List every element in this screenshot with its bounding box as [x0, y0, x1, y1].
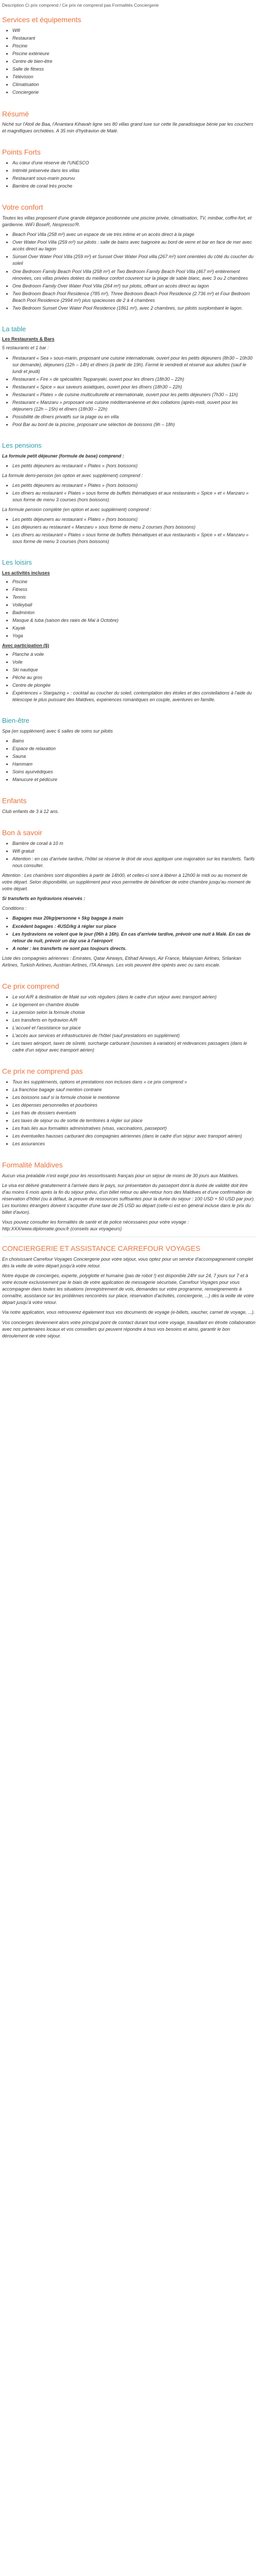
section-title-table: La table: [2, 325, 26, 333]
list-item: • Attention : en cas d'arrivée tardive, l'hôtel se réserve le droit de vous appliquer une majoration sur les transferts. Tarifs nous consulter.: [12, 856, 256, 869]
list-item: • Restaurant « Manzaru » proposant une cuisine méditerranéenne et des collations (après-midi, ouvert pour les déjeuners (12h – 15h) et dîners (18h30 – 22h): [12, 399, 256, 413]
breadcrumb: Description Ci prix comprend / Ce prix ne comprend pas Formalités Conciergerie: [2, 3, 159, 8]
bien-etre-list: [2, 738, 256, 783]
concierge-p1: En choisissant Carrefour Voyages Conciergerie pour votre séjour, vous optez pour un service d'accompagnement complet dès la veille de votre départ jusqu'à votre retour.: [2, 1257, 253, 1269]
list-item: • Over Water Pool Villa (259 m²) sur pilotis : salle de bains avec baignoire au bord de verre et bar en face de mer avec accès direct au lagon: [12, 239, 256, 252]
list-item: • One Bedroom Family Beach Pool Villa (258 m²) et Two Bedroom Family Beach Pool Villa (467 m²) entièrement rénovées, ces villas privées dotées du meilleur confort couvrent sur la plage de sable blanc, avec 3 ou 2 chambres: [12, 268, 256, 282]
list-item: • Wifi: [12, 27, 256, 34]
list-item: • Conciergerie: [12, 89, 256, 96]
list-item: • Les frais de dossiers éventuels: [12, 1110, 256, 1116]
list-item: • Les transferts en hydravion A/R: [12, 1017, 256, 1024]
list-item: • Barrière de corail à 10 m: [12, 840, 256, 847]
table-list: [2, 355, 256, 428]
pension-petit-list: [2, 463, 256, 469]
list-item: • L'accès aux services et infrastructures de l'hôtel (sauf prestations en supplément): [12, 1032, 256, 1039]
list-item: • Au cœur d'une réserve de l'UNESCO: [12, 160, 256, 166]
list-item: • Fitness: [12, 586, 256, 593]
bien-etre-intro: Spa (en supplément) avec 6 salles de soins sur pilotis: [2, 728, 113, 734]
list-item: • Planche à voile: [12, 651, 256, 658]
pension-complete-list: [2, 516, 256, 545]
list-item: • Les boissons sauf si la formule choisie le mentionne: [12, 1094, 256, 1101]
list-item: • Télévision: [12, 74, 256, 80]
list-item: • Le logement en chambre double: [12, 1002, 256, 1008]
formalite-p1: Aucun visa préalable n'est exigé pour les ressortissants français pour un séjour de moins de 30 jours aux Maldives.: [2, 1173, 239, 1178]
loisirs-included-list: [2, 579, 256, 639]
list-item: • Kayak: [12, 625, 256, 632]
section-title-prix-comprend: Ce prix comprend: [2, 981, 59, 990]
savoir-conditions-list: [2, 915, 256, 952]
table-intro: 5 restaurants et 1 bar :: [2, 345, 49, 351]
list-item: • Restaurant sous-marin pourvu: [12, 175, 256, 182]
list-item: • Restaurant « Fire » de spécialités Teppanyaki, ouvert pour les dîners (18h30 – 22h): [12, 376, 256, 383]
list-item: • Pool Bar au bord de la piscine, proposant une sélection de boissons (9h – 18h): [12, 421, 256, 428]
list-item: • Piscine: [12, 579, 256, 585]
services-list: [2, 27, 256, 96]
list-item: • Tennis: [12, 594, 256, 601]
list-item: • Piscine: [12, 43, 256, 49]
savoir-companies: Liste des compagnies aériennes : Emirates, Qatar Airways, Etihad Airways, Air France, Malaysian Airlines, Srilankan Airlines, Turkish Airlines, Austrian Airlines, ITA Airways. Les vols peuvent être opérés avec ou sans escale.: [2, 955, 241, 968]
formalite-p2: Le visa est délivré gratuitement à l'arrivée dans le pays, sur présentation du passeport dont la durée de validité doit être d'au moins 6 mois après la fin du séjour prévu, d'un billet retour ou aller-retour hors des Maldives et d'une confirmation de réservation d'hôtel (ou à défaut, la preuve de ressources suffisantes pour la durée du séjour : 100 USD + 50 USD par jour). Les touristes étrangers doivent s'acquitter d'une taxe de 25 USD au départ (celle-ci est en général incluse dans le prix du billet d'avion).: [2, 1183, 255, 1215]
list-item: • Les petits déjeuners au restaurant « Plates » (hors boissons): [12, 463, 256, 469]
list-item: • Volleyball: [12, 602, 256, 608]
list-item: • Possibilité de dîners privatifs sur la plage ou en villa: [12, 414, 256, 420]
list-item: • Beach Pool Villa (258 m²) avec un espace de vie très intime et un accès direct à la plage: [12, 231, 256, 238]
list-item: • Les dépenses personnelles et pourboires: [12, 1102, 256, 1109]
list-item: • Barrière de corail très proche: [12, 183, 256, 190]
section-title-bon-a-savoir: Bon à savoir: [2, 828, 42, 837]
confort-list: [2, 231, 256, 312]
list-item: • Voile: [12, 659, 256, 666]
savoir-transfer-title: Si transferts en hydravions réservés :: [2, 896, 86, 902]
list-item: • Les assurances: [12, 1141, 256, 1147]
list-item: • La franchise bagage sauf mention contraire: [12, 1087, 256, 1093]
list-item: • Tous les suppléments, options et prestations non incluses dans « ce prix comprend »: [12, 1079, 256, 1086]
confort-intro: Toutes les villas proposent d'une grande élégance positionnée une piscine privée, climatisation, TV, minibar, coffre-fort, et gardienne. WiFi BoseR, Nespresso'R.: [2, 215, 252, 228]
list-item: • Le vol A/R à destination de Malé sur vols réguliers (dans le cadre d'un séjour avec transport aérien): [12, 994, 256, 1001]
concierge-p4: Vos concierges deviennent alors votre principal point de contact durant tout votre voyage, travaillant en étroite collaboration avec nos partenaires locaux et vos conseillers qui peuvent répondre à tous vos besoins et ainsi, garantir le bon déroulement de votre séjour.: [2, 1319, 255, 1338]
list-item: • Salle de fitness: [12, 66, 256, 73]
list-item: • Espace de relaxation: [12, 745, 256, 752]
list-item: • Bagages max 20kg/personne + 5kg bagage à main: [12, 915, 256, 922]
section-title-loisirs: Les loisirs: [2, 558, 32, 567]
enfants-text: Club enfants de 3 à 12 ans.: [2, 809, 59, 815]
pension-demi-list: [2, 482, 256, 503]
list-item: • Sunset Over Water Pool Villa (259 m²) et Sunset Over Water Pool villa (267 m²) sont orientées du côté du coucher du soleil: [12, 253, 256, 267]
list-item: • Yoga: [12, 633, 256, 639]
list-item: • Centre de plongée: [12, 682, 256, 689]
concierge-p2: Notre équipe de concierges, experte, polyglotte et humaine (pas de robot !) est disponible 24hr sur 24, 7 jours sur 7 et à votre écoute exclusivement par le biais de votre application de messagerie sécurisée, Carrefour Voyages pour vous accompagner dans toutes les situations (enregistrement de vols, demandes sur votre programme, renseignements à connaître, assistance sur les problèmes rencontrés sur place, réservation d'activités, conciergerie, ...) dès la veille de votre départ jusqu'à votre retour.: [2, 1273, 254, 1306]
list-item: • Restaurant « Spice » aux saveurs asiatiques, ouvert pour les dîners (18h30 – 22h): [12, 384, 256, 391]
list-item: • Centre de bien-être: [12, 58, 256, 65]
section-title-prix-ne-comprend-pas: Ce prix ne comprend pas: [2, 1066, 83, 1075]
section-title-pensions: Les pensions: [2, 441, 42, 449]
list-item: • Restaurant: [12, 35, 256, 42]
list-item: • Hammam: [12, 761, 256, 768]
loisirs-subtitle-included: Les activités incluses: [2, 570, 50, 575]
list-item: • Badminton: [12, 609, 256, 616]
list-item: • One Bedroom Family Over Water Pool Villa (264 m²) sur pilotis, offrant un accès direct au lagon: [12, 283, 256, 290]
list-item: • A noter : les transferts ne sont pas toujours directs.: [12, 945, 256, 952]
pension-complete-title: La formule pension complète (en option et avec supplément) comprend :: [2, 506, 152, 512]
list-item: • Les taxes aéroport, taxes de sûreté, surcharge carburant (soumises à variation) et redevances passagers (dans le cadre d'un séjour avec transport aérien): [12, 1040, 256, 1054]
list-item: • Les déjeuners au restaurant « Manzaru » sous forme de menu 2 courses (hors boissons): [12, 524, 256, 531]
list-item: • La pension selon la formule choisie: [12, 1009, 256, 1016]
savoir-note: Attention : Les chambres sont disponibles à partir de 14h00, et celles-ci sont à libérer à 12h00 le midi ou au moment de votre départ. Selon disponibilité, un supplément peut vous permettre de bénéficier de votre chambre jusqu'au moment de votre départ.: [2, 873, 251, 892]
section-title-services: Services et équipements: [2, 15, 82, 24]
list-item: • Pêche au gros: [12, 674, 256, 681]
section-title-points-forts: Points Forts: [2, 148, 41, 157]
list-item: • Sauna: [12, 753, 256, 760]
list-item: • Les dîners au restaurant « Plates » sous forme de buffets thématiques et aux restaurants « Spice » et « Manzaru » sous forme de menu 3 courses (hors boissons): [12, 532, 256, 545]
loisirs-subtitle-paid: Avec participation ($): [2, 643, 50, 649]
list-item: • Wifi gratuit: [12, 848, 256, 855]
savoir-list: [2, 840, 256, 869]
section-title-formalite: Formalité Maldives: [2, 1161, 63, 1170]
list-item: • Intimité préservée dans les villas: [12, 167, 256, 174]
list-item: • Two Bedroom Beach Pool Residence (785 m²), Three Bedroom Beach Pool Residence (2.736 m²) et Four Bedroom Beach Pool Residence (2994 m²) plus spacieuses de 2 à 4 chambres: [12, 291, 256, 304]
list-item: • Les petits déjeuners au restaurant « Plates » (hors boissons): [12, 482, 256, 489]
points-list: [2, 160, 256, 190]
savoir-conditions-label: Conditions :: [2, 906, 27, 911]
list-item: • Excédent bagages : 4USD/kg à régler sur place: [12, 923, 256, 930]
list-item: • Bains: [12, 738, 256, 744]
list-item: • Ski nautique: [12, 667, 256, 673]
table-subtitle: Les Restaurants & Bars: [2, 336, 55, 342]
section-title-conciergerie: CONCIERGERIE ET ASSISTANCE CARREFOUR VOYAGES: [2, 1244, 201, 1253]
list-item: • Soins ayurvédiques: [12, 769, 256, 775]
pension-demi-title: La formule demi-pension (en option et avec supplément) comprend :: [2, 472, 143, 478]
divider: [2, 1236, 256, 1237]
list-item: • Les petits déjeuners au restaurant « Plates » (hors boissons): [12, 516, 256, 523]
list-item: • Two Bedroom Sunset Over Water Pool Residence (1861 m²), avec 2 chambres, sur pilotis surplombant le lagon.: [12, 305, 256, 312]
list-item: • Climatisation: [12, 81, 256, 88]
comprend-list: [2, 994, 256, 1054]
list-item: • Les dîners au restaurant « Plates » sous forme de buffets thématiques et aux restaurants « Spice » et « Manzaru » sous forme de menu 3 courses (hors boissons): [12, 490, 256, 503]
list-item: • Manucure et pédicure: [12, 776, 256, 783]
section-title-bien-etre: Bien-être: [2, 717, 29, 725]
list-item: • Masque & tuba (saison des raies de Mai à Octobre): [12, 617, 256, 624]
section-title-confort: Votre confort: [2, 203, 43, 212]
list-item: • Restaurant « Plates » de cuisine multiculturelle et internationale, ouvert pour les petits déjeuners (7h30 – 11h): [12, 392, 256, 398]
formalite-p3: Vous pouvez consulter les formalités de santé et de police nécessaires pour votre voyage : http:XXX/www.diplomatie.gouv.fr (conseils aux voyageurs): [2, 1219, 189, 1232]
list-item: • Les hydravions ne volent que le jour (06h à 16h). En cas d'arrivée tardive, prévoir une nuit à Malé. En cas de retour de nuit, prévoir un day use à l'aéroport: [12, 931, 256, 944]
list-item: • Les éventuelles hausses carburant des compagnies aériennes (dans le cadre d'un séjour avec transport aérien): [12, 1133, 256, 1140]
list-item: • Restaurant « Sea » sous-marin, proposant une cuisine internationale, ouvert pour les petits déjeuners (8h30 – 10h30 sur demande), déjeuners (12h – 14h) et dîners (à partir de 19h). Fermé le vendredi et réservé aux adultes (sauf le lundi et jeudi): [12, 355, 256, 375]
list-item: • Expériences « Stargazing » : cocktail au coucher du soleil, contemplation des étoiles et des constellations à l'aide du télescope le plus puissant des Maldives, expériences romantiques en couple, aventures en famille.: [12, 690, 256, 703]
concierge-p3: Via notre application, vous retrouverez également tous vos documents de voyage (e-billets, vaucher, carnet de voyage, ...).: [2, 1310, 255, 1315]
resume-text: Niché sur l'Atoll de Baa, l'Anantara Kihavah ligne ses 80 villas grand luxe sur cette île paradisiaque bénie par les couchers et magnifiques orchidées. A 35 min d'hydravion de Malé.: [2, 122, 253, 134]
list-item: • L'accueil et l'assistance sur place: [12, 1025, 256, 1031]
list-item: • Les frais liés aux formalités administratives (visas, vaccinations, passeport): [12, 1125, 256, 1132]
list-item: • Piscine extérieure: [12, 50, 256, 57]
section-title-resume: Résumé: [2, 109, 29, 118]
pension-petit-title: La formule petit déjeuner (formule de base) comprend :: [2, 453, 124, 459]
ne-comprend-list: [2, 1079, 256, 1147]
section-title-enfants: Enfants: [2, 796, 27, 805]
list-item: • Les taxes de séjour ou de sortie de territoires à régler sur place: [12, 1117, 256, 1124]
loisirs-paid-list: [2, 651, 256, 703]
